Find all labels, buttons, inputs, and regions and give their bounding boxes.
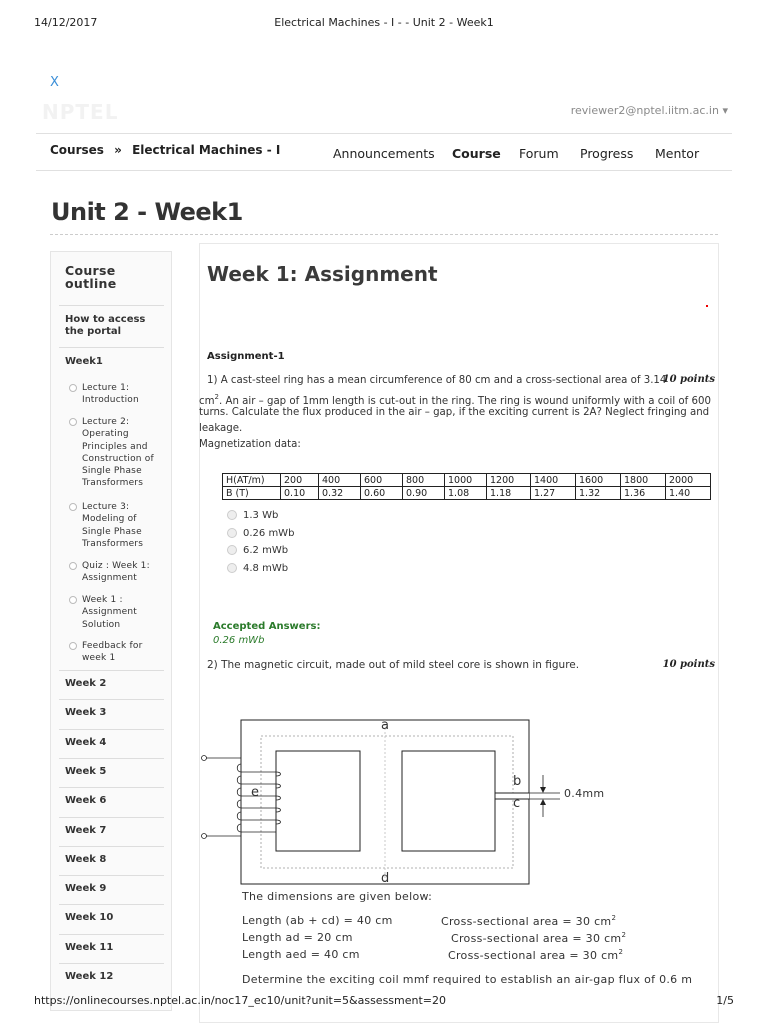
circuit-diagram xyxy=(198,717,618,889)
nav-divider xyxy=(36,170,732,171)
magnetic-circuit-figure xyxy=(198,717,618,893)
sidebar-item-week[interactable]: Week 9 xyxy=(65,883,107,895)
label-c: c xyxy=(513,796,521,811)
label-d: d xyxy=(381,871,390,886)
table-cell: 200 xyxy=(281,474,319,487)
accepted-answers-label: Accepted Answers: xyxy=(213,621,321,632)
table-cell: H(AT/m) xyxy=(223,474,281,487)
nav-mentor[interactable]: Mentor xyxy=(655,146,700,161)
dimension-area: Cross-sectional area = 30 $cm^2$ xyxy=(441,914,617,928)
table-cell: B (T) xyxy=(223,487,281,500)
nav-announcements[interactable]: Announcements xyxy=(333,146,435,161)
dimension-length: Length ad = 20 cm xyxy=(242,931,353,944)
sidebar-divider xyxy=(59,758,164,759)
dimension-area: Cross-sectional area = 30 $cm^2$ xyxy=(448,948,624,962)
lesson-status-icon xyxy=(69,642,77,650)
table-cell: 800 xyxy=(403,474,445,487)
sidebar-item-week[interactable]: Week 7 xyxy=(65,824,107,836)
title-divider xyxy=(50,234,718,235)
table-cell: 1.27 xyxy=(531,487,576,500)
nptel-logo[interactable]: NPTEL xyxy=(42,100,119,124)
red-dot xyxy=(706,305,708,307)
table-cell: 0.60 xyxy=(361,487,403,500)
sidebar-divider xyxy=(59,875,164,876)
page-title: Unit 2 - Week1 xyxy=(51,198,243,226)
sidebar-item-week[interactable]: Week 12 xyxy=(65,971,114,982)
header-divider xyxy=(36,133,732,134)
question-1-line4: leakage. xyxy=(199,423,243,434)
label-a: a xyxy=(381,718,390,733)
dimension-length: Length aed = 40 cm xyxy=(242,948,360,961)
dimension-area: Cross-sectional area = 30 $cm^2$ xyxy=(451,931,627,945)
sidebar-lesson-label: Lecture 1: Introduction xyxy=(82,383,139,406)
accepted-answer-value: 0.26 mWb xyxy=(213,635,265,646)
lesson-status-icon xyxy=(69,418,77,426)
footer-url: https://onlinecourses.nptel.ac.in/noc17_ec10/unit?unit=5&assessment=20 xyxy=(34,994,447,1007)
dimensions-intro: The dimensions are given below: xyxy=(242,890,433,903)
table-cell: 600 xyxy=(361,474,403,487)
sidebar-lesson-label: Feedback for week 1 xyxy=(82,641,143,664)
nav-forum[interactable]: Forum xyxy=(519,146,559,161)
radio-button[interactable] xyxy=(227,563,237,573)
question-2-determine: Determine the exciting coil mmf required to establish an air-gap flux of 0.6 m xyxy=(242,973,693,986)
table-cell: 1800 xyxy=(621,474,666,487)
radio-button[interactable] xyxy=(227,510,237,520)
sidebar-divider xyxy=(59,787,164,788)
radio-button[interactable] xyxy=(227,528,237,538)
lesson-status-icon xyxy=(69,384,77,392)
table-cell: 0.90 xyxy=(403,487,445,500)
print-date: 14/12/2017 xyxy=(34,16,98,29)
sidebar-item-week1[interactable]: Week1 xyxy=(65,356,103,367)
sidebar-divider xyxy=(59,846,164,847)
sidebar-item-week[interactable]: Week 2 xyxy=(65,678,107,689)
assignment-label: Assignment-1 xyxy=(207,351,285,362)
question-1-line3: turns. Calculate the flux produced in the air – gap, if the exciting current is 2A? Neglect fringing and xyxy=(199,407,710,418)
table-cell: 0.32 xyxy=(319,487,361,500)
table-cell: 1200 xyxy=(487,474,531,487)
breadcrumb-course[interactable]: Electrical Machines - I xyxy=(132,143,281,157)
question-1-points: 10 points xyxy=(662,374,715,385)
sidebar-item-week[interactable]: Week 8 xyxy=(65,853,107,865)
sidebar-divider xyxy=(59,963,164,964)
sidebar-divider xyxy=(59,305,164,306)
breadcrumb xyxy=(50,143,286,157)
sidebar-divider xyxy=(59,934,164,935)
sidebar-item-week[interactable]: Week 6 xyxy=(65,795,107,807)
footer-page-number: 1/5 xyxy=(716,994,734,1007)
option-label: 1.3 Wb xyxy=(243,510,279,521)
table-cell: 1.18 xyxy=(487,487,531,500)
table-cell: 1.08 xyxy=(445,487,487,500)
table-cell: 1.36 xyxy=(621,487,666,500)
question-1-line2: $cm^2$. An air – gap of 1mm length is cut-out in the ring. The ring is wound uniformly with a coil of 600 xyxy=(199,393,711,407)
sidebar-item-week[interactable]: Week 5 xyxy=(65,765,107,777)
table-cell: 1000 xyxy=(445,474,487,487)
close-icon[interactable]: X xyxy=(50,75,59,90)
question-1-line5: Magnetization data: xyxy=(199,439,301,450)
breadcrumb-courses[interactable]: Courses xyxy=(50,143,104,157)
label-e: e xyxy=(251,785,260,800)
table-cell: 400 xyxy=(319,474,361,487)
sidebar-item-week[interactable]: Week 10 xyxy=(65,912,114,924)
assignment-title: Week 1: Assignment xyxy=(207,262,438,286)
magnetization-table xyxy=(222,473,711,500)
table-row xyxy=(223,474,711,487)
sidebar-lesson-label: Lecture 3: Modeling of Single Phase Transformers xyxy=(82,502,144,549)
sidebar-divider xyxy=(59,904,164,905)
sidebar-item-week[interactable]: Week 11 xyxy=(65,941,114,953)
label-b: b xyxy=(513,774,522,789)
radio-button[interactable] xyxy=(227,545,237,555)
option-label: 6.2 mWb xyxy=(243,545,289,556)
table-cell: 2000 xyxy=(666,474,711,487)
breadcrumb-separator: » xyxy=(114,143,122,157)
lesson-status-icon xyxy=(69,596,77,604)
sidebar-item-week[interactable]: Week 4 xyxy=(65,736,107,748)
sidebar-divider xyxy=(59,729,164,730)
sidebar-divider xyxy=(59,817,164,818)
option-label: 0.26 mWb xyxy=(243,528,295,539)
sidebar-lesson-label: Quiz : Week 1: Assignment xyxy=(82,561,150,584)
lesson-status-icon xyxy=(69,562,77,570)
label-gap: 0.4mm xyxy=(564,787,605,800)
table-cell: 0.10 xyxy=(281,487,319,500)
nav-course[interactable]: Course xyxy=(452,146,501,161)
table-cell: 1400 xyxy=(531,474,576,487)
user-email: reviewer2@nptel.iitm.ac.in xyxy=(570,104,719,117)
chevron-down-icon: ▾ xyxy=(722,104,728,117)
lesson-status-icon xyxy=(69,503,77,511)
question-2-text: 2) The magnetic circuit, made out of mild steel core is shown in figure. xyxy=(207,659,580,671)
sidebar-divider xyxy=(59,670,164,671)
table-cell: 1600 xyxy=(576,474,621,487)
sidebar-lesson-label: Week 1 : Assignment Solution xyxy=(82,595,137,630)
course-outline-sidebar xyxy=(50,251,172,1011)
print-title: Electrical Machines - I - - Unit 2 - Week1 xyxy=(274,16,494,29)
sidebar-heading: Course outline xyxy=(65,263,117,291)
table-cell: 1.32 xyxy=(576,487,621,500)
sidebar-item-week[interactable]: Week 3 xyxy=(65,707,107,719)
sidebar-divider xyxy=(59,699,164,700)
table-cell: 1.40 xyxy=(666,487,711,500)
user-menu[interactable] xyxy=(571,104,728,117)
table-row xyxy=(223,487,711,500)
question-2-points: 10 points xyxy=(662,659,715,670)
option-label: 4.8 mWb xyxy=(243,563,289,574)
dimension-length: Length (ab + cd) = 40 cm xyxy=(242,914,393,927)
sidebar-lesson-label: Lecture 2: Operating Principles and Construction of Single Phase Transformers xyxy=(82,417,154,489)
nav-progress[interactable]: Progress xyxy=(580,146,634,161)
sidebar-item-portal[interactable]: How to access the portal xyxy=(65,314,146,337)
sidebar-divider xyxy=(59,347,164,348)
question-1-line1: 1) A cast-steel ring has a mean circumference of 80 cm and a cross-sectional area of 3.14 xyxy=(207,375,667,386)
